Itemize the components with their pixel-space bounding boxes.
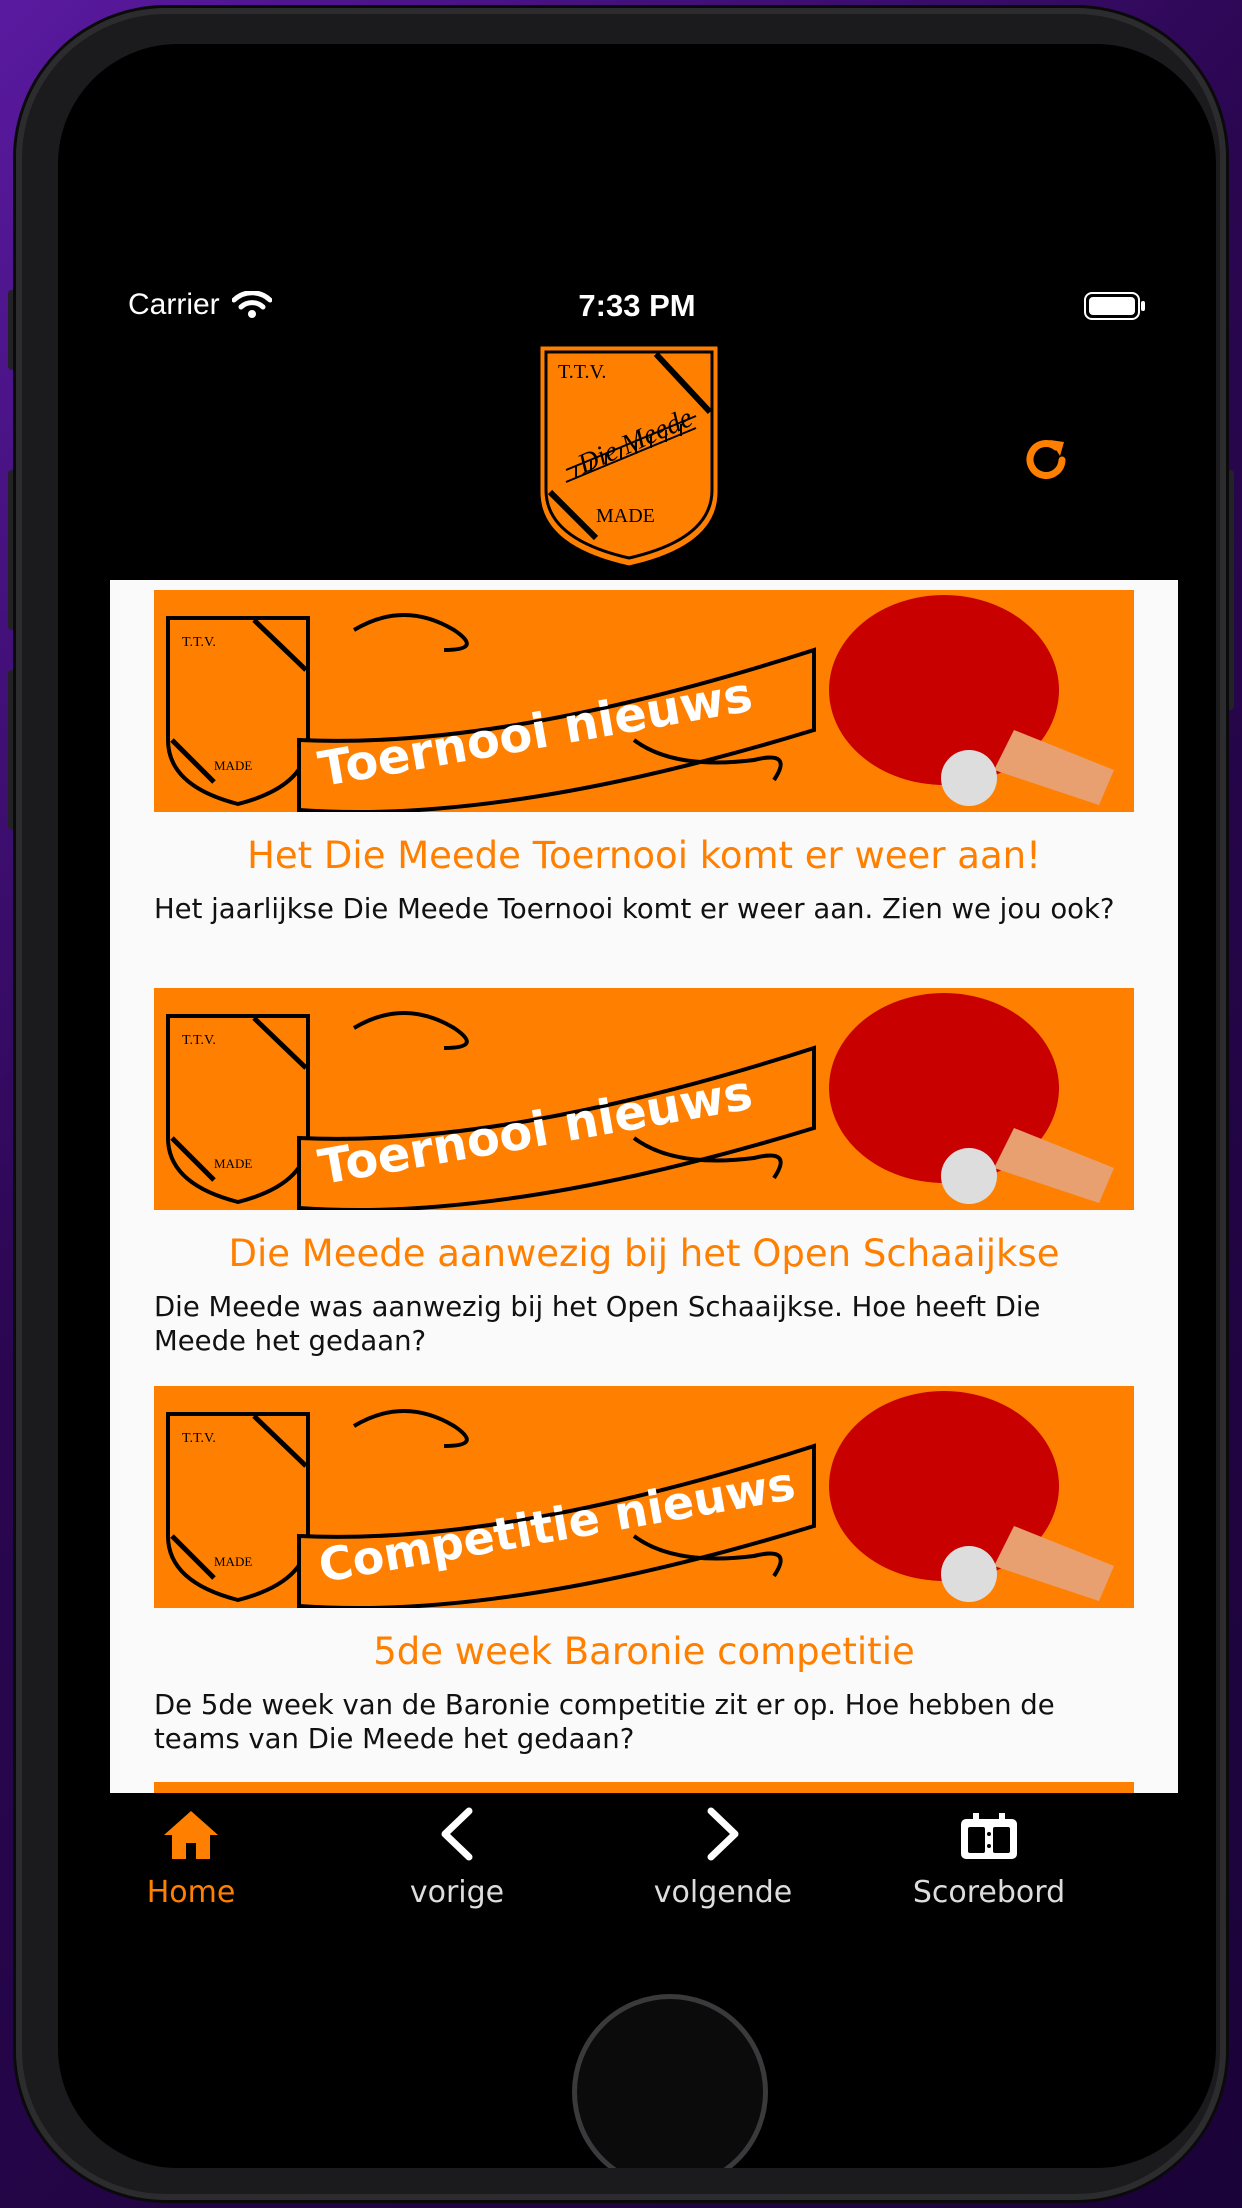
tab-previous[interactable] (324, 1793, 590, 1923)
news-banner (154, 1386, 1134, 1608)
logo-text-middle: Die Meede (573, 402, 698, 481)
svg-text:T.T.V.: T.T.V. (182, 1033, 216, 1048)
news-card[interactable] (154, 988, 1134, 1358)
device-home-button[interactable] (572, 1994, 768, 2168)
svg-text:MADE: MADE (214, 758, 253, 773)
banner-label: Toernooi nieuws (314, 666, 757, 799)
logo-text-bottom: MADE (596, 505, 655, 527)
home-icon (162, 1809, 220, 1861)
news-banner (154, 988, 1134, 1210)
next-banner-peek (154, 1782, 1134, 1793)
refresh-icon[interactable] (1018, 432, 1074, 488)
banner-label: Toernooi nieuws (314, 1064, 757, 1197)
news-summary: De 5de week van de Baronie competitie zit er op. Hoe hebben de teams van Die Meede het gedaan? (154, 1689, 1055, 1755)
news-title[interactable]: 5de week Baronie competitie (373, 1630, 915, 1673)
chevron-right-icon (703, 1807, 743, 1861)
news-card[interactable] (154, 590, 1134, 926)
club-logo (536, 342, 722, 570)
app-screen (58, 44, 1216, 2168)
logo-text-top: T.T.V. (558, 361, 607, 383)
tab-next[interactable] (590, 1793, 856, 1923)
news-summary: Die Meede was aanwezig bij het Open Schaaijkse. Hoe heeft Die Meede het gedaan? (154, 1291, 1041, 1357)
status-time: 7:33 PM (578, 288, 696, 323)
banner-label: Competitie nieuws (314, 1456, 800, 1594)
tab-home[interactable] (58, 1793, 324, 1923)
tab-next-label: volgende (653, 1875, 793, 1910)
chevron-left-icon (437, 1807, 477, 1861)
status-bar (58, 284, 1216, 334)
tab-scoreboard[interactable] (856, 1793, 1122, 1923)
svg-text:T.T.V.: T.T.V. (182, 635, 216, 650)
tab-home-label: Home (146, 1875, 236, 1910)
carrier-label: Carrier (128, 288, 220, 321)
battery-icon (1084, 292, 1146, 320)
news-banner (154, 590, 1134, 812)
news-title[interactable]: Het Die Meede Toernooi komt er weer aan! (247, 834, 1041, 877)
tab-scoreboard-label: Scorebord (912, 1875, 1066, 1910)
news-summary: Het jaarlijkse Die Meede Toernooi komt er weer aan. Zien we jou ook? (154, 893, 1115, 925)
news-list[interactable] (110, 580, 1178, 1793)
svg-text:MADE: MADE (214, 1156, 253, 1171)
tab-previous-label: vorige (409, 1875, 505, 1910)
news-title[interactable]: Die Meede aanwezig bij het Open Schaaijkse (228, 1232, 1060, 1275)
tab-bar (58, 1793, 1216, 1953)
phone-frame (16, 8, 1226, 2200)
news-card[interactable] (154, 1386, 1134, 1756)
svg-text:MADE: MADE (214, 1554, 253, 1569)
svg-text:T.T.V.: T.T.V. (182, 1431, 216, 1446)
scoreboard-icon (959, 1813, 1019, 1861)
